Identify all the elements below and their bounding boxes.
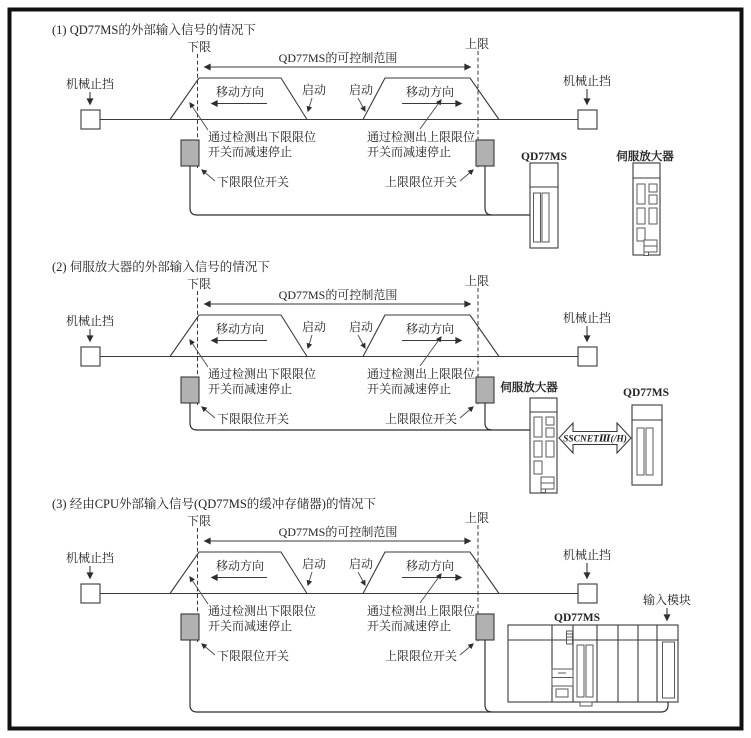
section-1-qd77ms-label: QD77MS [521, 151, 567, 163]
section-2 [52, 259, 669, 493]
section-2-core [66, 273, 611, 426]
section-2-qd77ms-module [632, 405, 662, 485]
input-module-slot [663, 642, 675, 698]
section-1-qd77ms-module [530, 163, 558, 248]
section-1-title: (1) QD77MS的外部输入信号的情况下 [52, 23, 256, 37]
section-2-servo-amp [530, 398, 557, 493]
section-3-plc-rack [508, 625, 678, 706]
section-2-sscnet-link [559, 423, 631, 453]
section-1-servo-amp [633, 163, 660, 256]
section-2-qd77ms-label: QD77MS [623, 387, 669, 399]
section-2-title: (2) 伺服放大器的外部输入信号的情况下 [52, 260, 270, 274]
section-1 [52, 22, 674, 256]
section-3 [52, 496, 691, 712]
section-2-servo-amp-label: 伺服放大器 [500, 382, 558, 394]
section-1-wire-upper [485, 166, 492, 215]
section-3-wire-upper [485, 640, 492, 712]
sscnet-label: SSCNETⅢ(/H) [563, 434, 627, 445]
section-3-qd77ms-label: QD77MS [554, 612, 600, 624]
section-3-title: (3) 经由CPU外部输入信号(QD77MS的缓冲存储器)的情况下 [52, 497, 376, 511]
section-2-wire-upper [485, 403, 492, 430]
section-1-core [66, 36, 611, 189]
input-module-label: 输入模块 [642, 593, 692, 607]
section-1-servo-amp-label: 伺服放大器 [616, 151, 674, 163]
